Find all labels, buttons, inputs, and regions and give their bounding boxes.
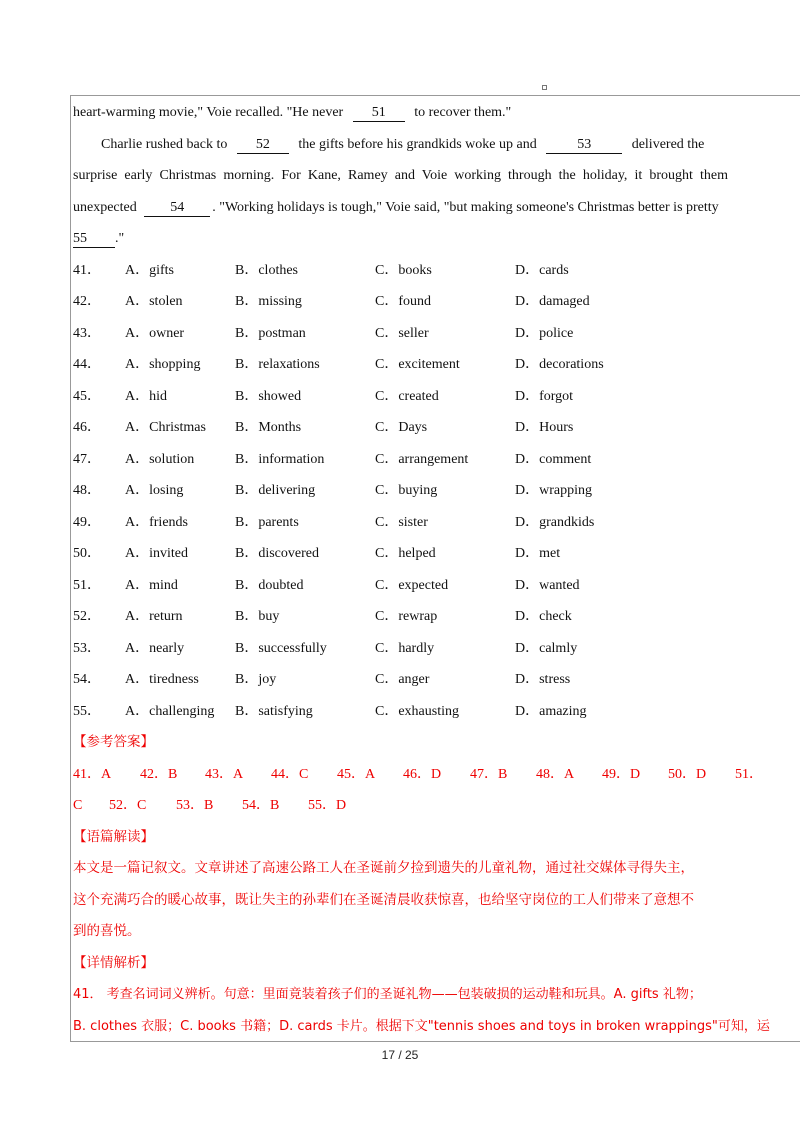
option-c: C．books xyxy=(375,262,432,278)
option-d: D．stress xyxy=(515,672,571,687)
option-d: D．wanted xyxy=(515,577,580,593)
option-a: A．tiredness xyxy=(125,672,199,687)
option-c: C．helped xyxy=(375,546,436,561)
q-num: 55． xyxy=(73,703,101,719)
option-row xyxy=(73,538,733,570)
option-a: A．invited xyxy=(125,546,188,561)
q-num: 45． xyxy=(73,388,101,404)
blank-53: 53 xyxy=(546,137,622,154)
reading-text-line: 本文是一篇记叙文。文章讲述了高速公路工人在圣诞前夕捡到遗失的儿童礼物，通过社交媒体寻得失主， xyxy=(73,860,694,876)
option-c: C．expected xyxy=(375,577,449,593)
text: delivered the xyxy=(631,136,705,152)
blank-55: 55 xyxy=(73,231,115,248)
option-a: A．Christmas xyxy=(125,420,206,435)
text: heart-warming movie," Voie recalled. "He never xyxy=(73,105,344,120)
q-num: 48． xyxy=(73,483,101,498)
q-num: 53． xyxy=(73,640,101,656)
detail-text-line: 41． 考查名词词义辨析。句意：里面竟装着孩子们的圣诞礼物——包装破损的运动鞋和玩具。A. gifts 礼物； xyxy=(73,987,702,1002)
option-d: D．check xyxy=(515,609,572,624)
answer-item: C xyxy=(73,798,83,813)
q-num: 46． xyxy=(73,420,101,435)
option-a: A．solution xyxy=(125,451,195,467)
answer-item: 52．C xyxy=(109,798,147,813)
option-c: C．exhausting xyxy=(375,703,459,719)
option-d: D．forgot xyxy=(515,388,574,404)
option-row xyxy=(73,696,733,728)
passage-line-5 xyxy=(73,223,733,255)
answers-row-1 xyxy=(73,759,763,791)
q-num: 52． xyxy=(73,609,101,624)
answer-item: 50．D xyxy=(668,766,707,782)
text: unexpected xyxy=(73,199,137,215)
option-c: C．hardly xyxy=(375,640,435,656)
q-num: 49． xyxy=(73,514,101,530)
option-a: A．challenging xyxy=(125,703,215,719)
q-num: 43． xyxy=(73,325,101,341)
option-d: D．wrapping xyxy=(515,483,592,498)
option-d: D．cards xyxy=(515,262,569,278)
answer-item: 49．D xyxy=(602,766,641,782)
option-b: B．discovered xyxy=(235,546,319,561)
document-body xyxy=(73,97,770,1042)
q-num: 44． xyxy=(73,357,101,372)
option-b: B．satisfying xyxy=(235,703,313,719)
option-b: B．missing xyxy=(235,294,302,309)
option-a: A．shopping xyxy=(125,357,201,372)
option-d: D．Hours xyxy=(515,420,574,435)
option-a: A．stolen xyxy=(125,294,183,309)
option-d: D．calmly xyxy=(515,640,578,656)
q-num: 41． xyxy=(73,262,101,278)
option-row xyxy=(73,286,733,318)
option-row xyxy=(73,475,733,507)
option-d: D．comment xyxy=(515,451,592,467)
option-a: A．friends xyxy=(125,514,188,530)
option-b: B．postman xyxy=(235,325,306,341)
page-number: 17 / 25 xyxy=(381,1048,419,1062)
answer-item: 53．B xyxy=(176,798,214,813)
answer-item: 42．B xyxy=(140,766,178,782)
option-c: C．anger xyxy=(375,672,430,687)
answer-item: 45．A xyxy=(337,766,376,782)
option-b: B．showed xyxy=(235,388,302,404)
detail-text-line: B. clothes 衣服；C. books 书籍；D. cards 卡片。根据下文"tennis shoes and toys in broken wrappings"可知，运 xyxy=(73,1018,770,1034)
option-row xyxy=(73,318,733,350)
option-d: D．met xyxy=(515,546,561,561)
reading-heading: 【语篇解读】 xyxy=(73,828,154,845)
q-num: 54． xyxy=(73,672,101,687)
answer-item: 54．B xyxy=(242,798,280,813)
option-b: B．delivering xyxy=(235,483,316,498)
answer-item: 48．A xyxy=(536,766,575,782)
option-b: B．buy xyxy=(235,609,280,624)
answer-item: 41．A xyxy=(73,766,112,782)
option-row xyxy=(73,633,733,665)
option-row xyxy=(73,349,733,381)
option-c: C．sister xyxy=(375,514,428,530)
option-c: C．Days xyxy=(375,420,428,435)
option-row xyxy=(73,601,733,633)
option-a: A．hid xyxy=(125,388,167,404)
q-num: 51． xyxy=(73,577,101,593)
option-d: D．grandkids xyxy=(515,514,595,530)
passage-line-3: surprise early Christmas morning. For Kane, Ramey and Voie working through the holiday, it brought them xyxy=(73,168,728,183)
answer-heading: 【参考答案】 xyxy=(73,734,154,750)
options-list xyxy=(73,255,733,728)
option-d: D．police xyxy=(515,325,574,341)
q-num: 47． xyxy=(73,451,101,467)
option-c: C．found xyxy=(375,294,431,309)
option-a: A．gifts xyxy=(125,262,174,278)
blank-52: 52 xyxy=(237,137,289,154)
option-d: D．amazing xyxy=(515,703,587,719)
option-c: C．arrangement xyxy=(375,451,469,467)
option-b: B．doubted xyxy=(235,577,304,593)
blank-54: 54 xyxy=(144,200,210,217)
option-d: D．decorations xyxy=(515,357,604,372)
option-b: B．successfully xyxy=(235,640,327,656)
option-row xyxy=(73,255,733,287)
answer-item: 44．C xyxy=(271,766,309,782)
option-row xyxy=(73,444,733,476)
passage-line-4 xyxy=(73,192,733,224)
answer-item: 46．D xyxy=(403,766,442,782)
option-row xyxy=(73,381,733,413)
corner-marker-icon xyxy=(542,85,547,90)
option-b: B．joy xyxy=(235,672,277,687)
text: to recover them." xyxy=(414,105,512,120)
option-a: A．owner xyxy=(125,325,185,341)
blank-51: 51 xyxy=(353,105,405,122)
option-b: B．clothes xyxy=(235,262,298,278)
answer-item: 55．D xyxy=(308,798,347,813)
option-row xyxy=(73,570,733,602)
option-a: A．return xyxy=(125,609,183,624)
option-c: C．created xyxy=(375,388,439,404)
reading-text-line: 到的喜悦。 xyxy=(73,923,141,939)
option-b: B．parents xyxy=(235,514,299,530)
option-d: D．damaged xyxy=(515,294,590,309)
option-a: A．mind xyxy=(125,577,178,593)
answer-item: 43．A xyxy=(205,766,244,782)
q-num: 42． xyxy=(73,294,101,309)
option-a: A．losing xyxy=(125,483,184,498)
passage-line-1 xyxy=(73,97,733,129)
text: the gifts before his grandkids woke up and xyxy=(298,136,537,152)
reading-text-line: 这个充满巧合的暖心故事，既让失主的孙辈们在圣诞清晨收获惊喜，也给坚守岗位的工人们带来了意想不 xyxy=(73,891,694,908)
option-c: C．excitement xyxy=(375,357,460,372)
text: Charlie rushed back to xyxy=(101,136,228,152)
answer-item: 51． xyxy=(735,766,763,782)
option-a: A．nearly xyxy=(125,640,185,656)
text: ." xyxy=(115,231,125,246)
text: . "Working holidays is tough," Voie said, "but making someone's Christmas better is pretty xyxy=(212,199,719,215)
option-b: B．Months xyxy=(235,420,302,435)
option-row xyxy=(73,412,733,444)
option-c: C．buying xyxy=(375,483,438,498)
option-b: B．relaxations xyxy=(235,357,320,372)
option-row xyxy=(73,664,733,696)
option-c: C．rewrap xyxy=(375,609,438,624)
option-b: B．information xyxy=(235,451,325,467)
answer-item: 47．B xyxy=(470,766,508,782)
option-c: C．seller xyxy=(375,325,429,341)
passage-line-2 xyxy=(73,129,733,161)
answers-row-2 xyxy=(73,790,733,822)
detail-heading: 【详情解析】 xyxy=(73,954,154,971)
option-row xyxy=(73,507,733,539)
q-num: 50． xyxy=(73,546,101,561)
